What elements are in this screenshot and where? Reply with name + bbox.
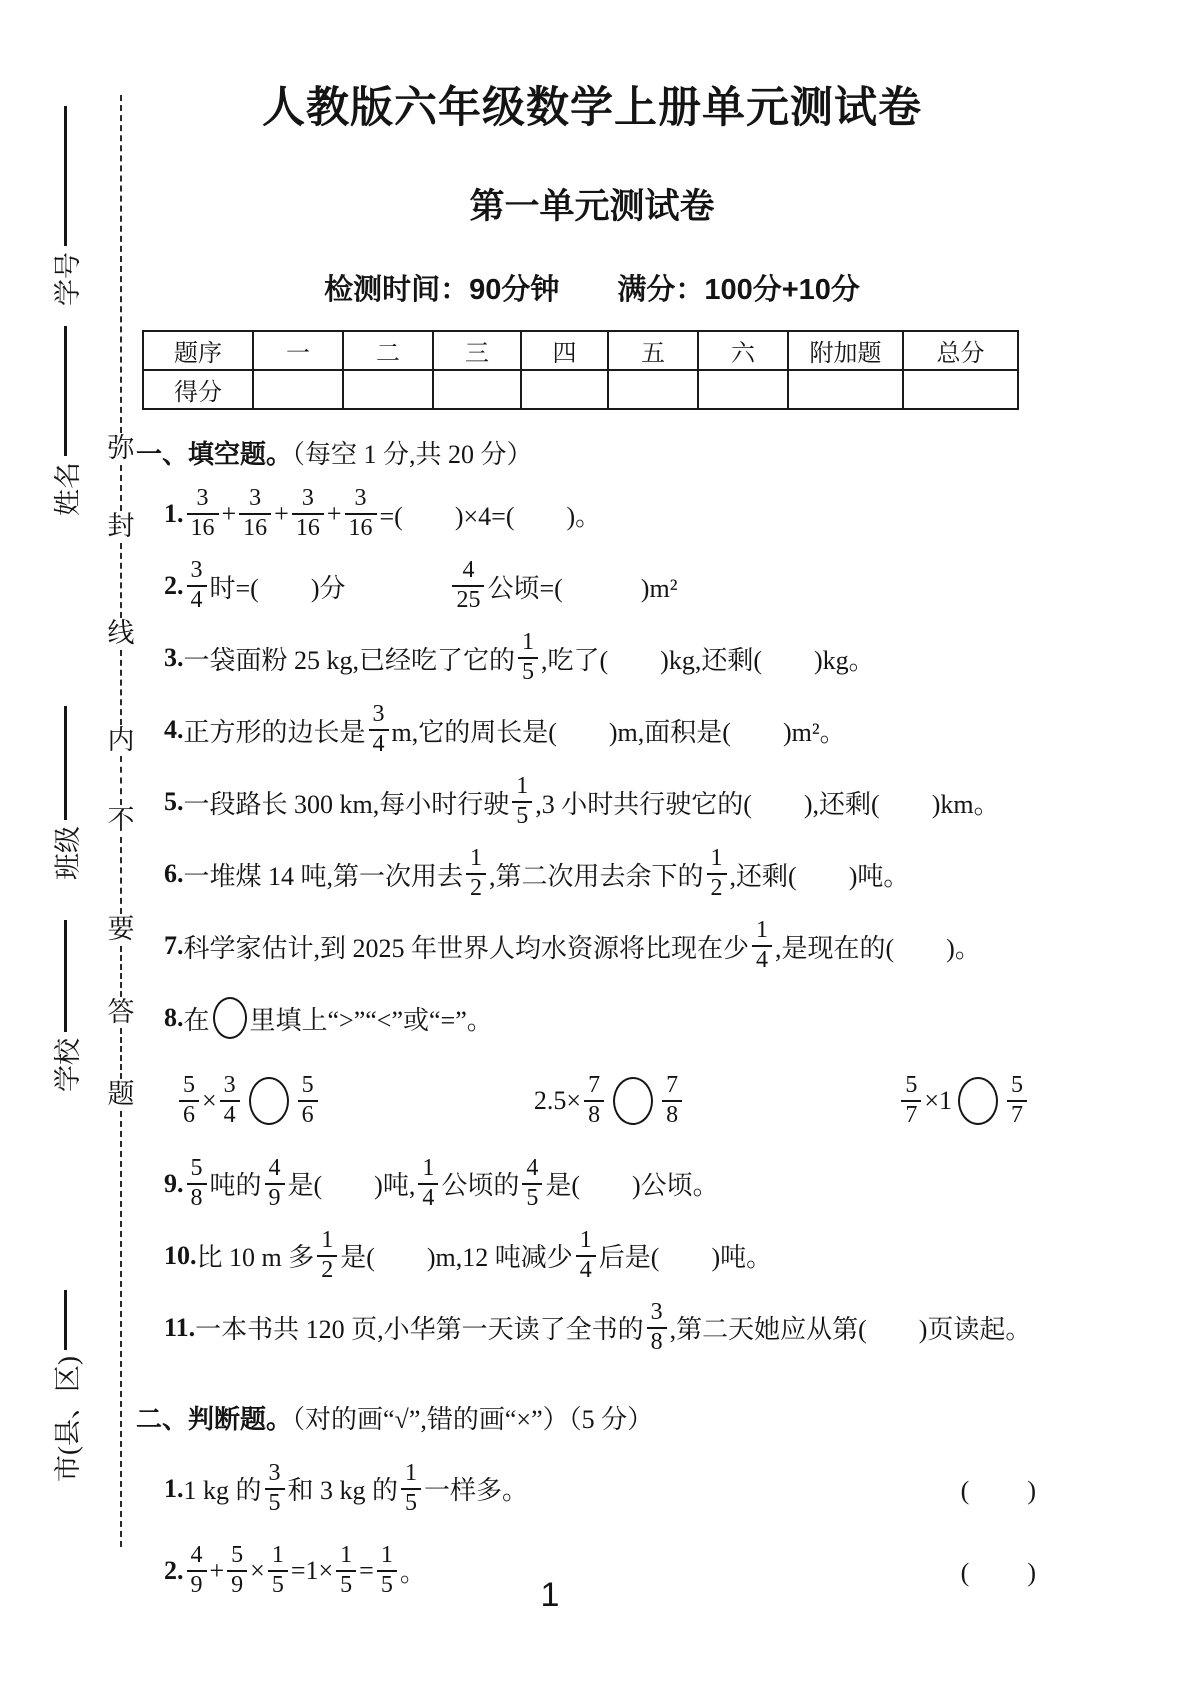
question-text: 公顷的 <box>441 1171 520 1201</box>
fraction-numerator: 3 <box>223 1072 236 1098</box>
question-text: × <box>202 1085 217 1115</box>
seal-char: 内 <box>107 724 135 755</box>
question-number: 1. <box>164 499 184 528</box>
score-cell-empty <box>698 370 788 409</box>
comparison-group <box>534 1073 685 1129</box>
question <box>142 773 1042 831</box>
question <box>142 629 1042 687</box>
seal-field <box>42 920 88 1092</box>
comparison-group <box>898 1073 1030 1129</box>
question-sections <box>136 434 1042 1600</box>
fraction-denominator: 4 <box>418 1183 438 1212</box>
score-table-score-row <box>143 370 1018 409</box>
question <box>142 1299 1042 1357</box>
question-text: + <box>221 499 237 528</box>
seal-char: 要 <box>107 914 135 945</box>
fraction-numerator: 5 <box>1010 1072 1023 1098</box>
question-text: ×1 <box>924 1085 952 1115</box>
section-header <box>136 434 1042 471</box>
fraction <box>220 1073 240 1129</box>
question-text: = <box>359 1555 374 1585</box>
question-number: 4. <box>164 715 184 744</box>
fraction <box>576 1228 596 1284</box>
section-header-note: （对的画“√”,错的画“×”）（5 分） <box>292 1404 654 1434</box>
fraction <box>265 1461 285 1517</box>
section-header <box>136 1399 1042 1436</box>
fraction-denominator: 4 <box>369 729 389 758</box>
question-number: 7. <box>164 931 184 960</box>
fraction-numerator: 3 <box>650 1298 663 1325</box>
fraction-numerator: 5 <box>190 1154 203 1181</box>
fraction-numerator: 3 <box>372 701 385 728</box>
question-text: ,第二天她应从第( )页读起。 <box>669 1315 1032 1345</box>
seal-field <box>42 706 88 880</box>
score-cell-empty <box>903 370 1018 409</box>
fraction-numerator: 1 <box>380 1541 393 1568</box>
question-text: 一段路长 300 km,每小时行驶 <box>183 789 510 819</box>
judge-answer-paren: ( ) <box>960 1558 1038 1588</box>
fraction-numerator: 4 <box>268 1154 281 1181</box>
fraction-numerator: 4 <box>462 557 475 584</box>
score-table-header-row <box>143 331 1018 370</box>
comparison-row <box>142 1073 1042 1129</box>
fraction-denominator: 5 <box>401 1488 421 1517</box>
fraction-numerator: 1 <box>470 845 483 872</box>
fraction-denominator: 25 <box>452 585 484 614</box>
seal-dash-segment <box>120 1111 122 1547</box>
field-label: 姓名 <box>52 462 83 516</box>
score-table-header-cell: 四 <box>521 331 608 370</box>
section <box>136 434 1042 1357</box>
fraction-numerator: 1 <box>340 1541 353 1568</box>
question-text: 一堆煤 14 吨,第一次用去 <box>183 861 464 891</box>
fraction-denominator: 7 <box>1007 1100 1027 1129</box>
question-text: ,第二次用去余下的 <box>489 861 704 891</box>
seal-dash-segment <box>120 95 122 433</box>
fraction <box>584 1073 604 1129</box>
question-number: 2. <box>164 1555 184 1585</box>
fraction-numerator: 3 <box>196 485 209 512</box>
fraction-denominator: 5 <box>336 1570 356 1599</box>
section-header-title: 二、判断题。 <box>136 1404 293 1434</box>
field-blank-line <box>64 706 67 820</box>
fraction-numerator: 4 <box>190 1541 203 1568</box>
fraction-numerator: 3 <box>268 1459 281 1486</box>
page-title: 人教版六年级数学上册单元测试卷 <box>262 84 922 132</box>
seal-dash-segment <box>120 650 122 725</box>
question <box>142 701 1042 759</box>
seal-char: 不 <box>107 805 135 836</box>
field-label: 市(县、区) <box>52 1356 83 1482</box>
field-blank-line <box>64 326 67 456</box>
fraction <box>752 918 772 974</box>
fraction <box>401 1461 421 1517</box>
question-text: 一本书共 120 页,小华第一天读了全书的 <box>195 1315 644 1345</box>
fraction-numerator: 1 <box>271 1541 284 1568</box>
question-text: + <box>209 1555 225 1585</box>
question-number: 11. <box>164 1312 196 1342</box>
fraction-denominator: 6 <box>179 1100 199 1129</box>
fraction <box>265 1156 285 1212</box>
fraction <box>1007 1073 1027 1129</box>
seal-char: 弥 <box>107 433 135 464</box>
question-number: 1. <box>164 1473 184 1503</box>
section <box>136 1399 1042 1600</box>
fraction-numerator: 4 <box>526 1154 539 1181</box>
fraction-numerator: 1 <box>405 1459 418 1486</box>
fraction-denominator: 5 <box>522 1183 542 1212</box>
question-text: 1 kg 的 <box>183 1476 262 1506</box>
question-number: 9. <box>164 1168 184 1198</box>
fraction-numerator: 1 <box>710 845 723 872</box>
fraction <box>317 1228 337 1284</box>
question <box>142 485 1042 543</box>
fraction-denominator: 6 <box>298 1100 318 1129</box>
fraction-denominator: 7 <box>901 1100 921 1129</box>
fraction <box>647 1300 667 1356</box>
fraction-numerator: 5 <box>301 1072 314 1098</box>
fraction <box>707 846 727 902</box>
question <box>142 989 1042 1047</box>
fraction-denominator: 9 <box>187 1570 207 1599</box>
fraction-denominator: 5 <box>265 1488 285 1517</box>
seal-char: 封 <box>107 510 135 541</box>
fraction <box>345 486 377 542</box>
main-content <box>136 74 1042 1624</box>
fraction <box>518 630 538 686</box>
seal-dash-segment <box>120 837 122 914</box>
exam-meta: 检测时间：90分钟 满分：100分+10分 <box>324 274 860 306</box>
question-text: =( )×4=( )。 <box>379 501 602 531</box>
question <box>142 1460 1042 1518</box>
score-cell-empty <box>521 370 608 409</box>
seal-field <box>42 1290 88 1482</box>
question-text: 公顷=( )m² <box>487 573 678 603</box>
seal-field <box>42 106 88 306</box>
compare-circle <box>249 1077 289 1125</box>
fraction-denominator: 16 <box>292 513 324 542</box>
question-text: 吨的 <box>209 1171 262 1201</box>
seal-char: 题 <box>107 1079 135 1110</box>
seal-field <box>42 326 88 516</box>
score-table-header-cell: 题序 <box>143 331 253 370</box>
question-text: m,它的周长是( )m,面积是( )m²。 <box>391 717 846 747</box>
score-cell-empty <box>608 370 698 409</box>
question-number: 6. <box>164 859 184 888</box>
question-text: 科学家估计,到 2025 年世界人均水资源将比现在少 <box>183 933 750 963</box>
question-text: 一样多。 <box>424 1476 529 1506</box>
fraction-denominator: 8 <box>647 1327 667 1356</box>
comparison-group <box>176 1073 321 1129</box>
fraction <box>298 1073 318 1129</box>
fraction <box>522 1156 542 1212</box>
fraction-denominator: 4 <box>752 945 772 974</box>
fraction <box>292 486 324 542</box>
seal-line <box>104 95 138 1547</box>
question-number: 10. <box>164 1240 197 1270</box>
fraction <box>369 702 389 758</box>
score-table-header-cell: 二 <box>343 331 433 370</box>
fraction-numerator: 7 <box>588 1072 601 1098</box>
question-text: 。 <box>399 1558 426 1588</box>
score-table-header-cell: 五 <box>608 331 698 370</box>
score-table-header-cell: 六 <box>698 331 788 370</box>
fraction-numerator: 1 <box>756 917 769 944</box>
fraction-denominator: 2 <box>317 1255 337 1284</box>
compare-circle <box>613 1077 653 1125</box>
score-cell-empty <box>788 370 903 409</box>
fraction-numerator: 5 <box>183 1072 195 1098</box>
question-text: 一袋面粉 25 kg,已经吃了它的 <box>183 645 516 675</box>
seal-dash-segment <box>120 756 122 805</box>
seal-dash-segment <box>120 465 122 511</box>
seal-char: 答 <box>107 996 135 1027</box>
question <box>142 1155 1042 1213</box>
fraction-numerator: 3 <box>301 485 314 512</box>
fraction-denominator: 5 <box>512 801 532 830</box>
score-table <box>142 330 1019 410</box>
fraction-numerator: 3 <box>354 485 367 512</box>
question-number: 2. <box>164 571 184 600</box>
fraction <box>452 558 484 614</box>
fraction-denominator: 2 <box>707 873 727 902</box>
compare-circle <box>213 997 247 1039</box>
fraction-denominator: 5 <box>518 657 538 686</box>
fraction <box>187 558 207 614</box>
question-text: + <box>274 499 289 528</box>
question <box>142 1227 1042 1285</box>
score-cell-empty <box>253 370 343 409</box>
question-text: 和 3 kg 的 <box>287 1476 399 1506</box>
fraction <box>901 1073 921 1129</box>
question-text: ,还剩( )吨。 <box>729 861 910 891</box>
score-table-header-cell: 附加题 <box>788 331 903 370</box>
fraction <box>466 846 486 902</box>
score-cell-empty <box>343 370 433 409</box>
fraction-denominator: 2 <box>466 873 486 902</box>
fraction-denominator: 8 <box>662 1100 682 1129</box>
question-text: 是( )公顷。 <box>545 1171 719 1201</box>
fraction-denominator: 4 <box>576 1255 596 1284</box>
fraction <box>512 774 532 830</box>
question-text: ,3 小时共行驶它的( ),还剩( )km。 <box>535 789 1000 819</box>
score-table-header-cell: 一 <box>253 331 343 370</box>
fraction-numerator: 1 <box>321 1226 334 1253</box>
question-text: 里填上“>”“<”或“=”。 <box>249 1005 493 1035</box>
seal-dash-segment <box>120 543 122 618</box>
score-table-header-cell: 三 <box>433 331 521 370</box>
fraction-numerator: 5 <box>231 1541 244 1568</box>
section-header-note: （每空 1 分,共 20 分） <box>292 440 533 469</box>
fraction-numerator: 1 <box>516 773 529 800</box>
question-text: 后是( )吨。 <box>598 1243 773 1273</box>
question <box>142 917 1042 975</box>
fraction-numerator: 3 <box>190 557 203 584</box>
score-cell-empty <box>433 370 521 409</box>
fraction-denominator: 8 <box>584 1100 604 1129</box>
question-number: 8. <box>164 1003 184 1032</box>
fraction-numerator: 7 <box>666 1072 679 1098</box>
fraction <box>662 1073 682 1129</box>
page-number: 1 <box>540 1576 560 1614</box>
fraction-denominator: 5 <box>268 1570 288 1599</box>
question-text: × <box>250 1555 265 1585</box>
question <box>142 845 1042 903</box>
fraction-denominator: 9 <box>227 1570 247 1599</box>
fraction-numerator: 5 <box>905 1072 918 1098</box>
score-table-header-cell: 总分 <box>903 331 1018 370</box>
fraction <box>418 1156 438 1212</box>
fraction-denominator: 4 <box>220 1100 240 1129</box>
fraction-denominator: 8 <box>187 1183 207 1212</box>
field-label: 学校 <box>52 1038 83 1092</box>
fraction-denominator: 4 <box>187 585 207 614</box>
fraction-denominator: 9 <box>265 1183 285 1212</box>
question <box>142 557 1042 615</box>
page-subtitle: 第一单元测试卷 <box>469 187 715 226</box>
question-text: 2.5× <box>533 1085 582 1115</box>
question-text: 比 10 m 多 <box>196 1243 315 1273</box>
fraction-denominator: 5 <box>377 1570 397 1599</box>
fraction-numerator: 3 <box>249 485 262 512</box>
fraction <box>187 1156 207 1212</box>
field-label: 班级 <box>52 826 83 880</box>
question-text: ,吃了( )kg,还剩( )kg。 <box>541 645 875 675</box>
field-blank-line <box>64 106 67 246</box>
fraction <box>187 486 219 542</box>
judge-answer-paren: ( ) <box>960 1476 1038 1506</box>
score-row-label: 得分 <box>143 370 253 409</box>
fraction-denominator: 16 <box>345 513 377 542</box>
question-number: 3. <box>164 643 184 672</box>
compare-circle <box>958 1077 998 1125</box>
fraction-numerator: 1 <box>422 1154 435 1181</box>
seal-dash-segment <box>120 946 122 997</box>
question-text: 是( )m,12 吨减少 <box>340 1243 573 1273</box>
fraction-denominator: 16 <box>187 513 219 542</box>
field-blank-line <box>64 920 67 1032</box>
fraction <box>239 486 271 542</box>
fraction-numerator: 1 <box>522 629 535 656</box>
fraction-numerator: 1 <box>579 1226 592 1253</box>
section-header-title: 一、填空题。 <box>136 440 293 469</box>
seal-dash-segment <box>120 1028 122 1079</box>
question-text: 时=( )分 <box>209 573 346 603</box>
question-text: 是( )吨, <box>287 1171 416 1201</box>
seal-char: 线 <box>107 617 135 648</box>
question-number: 5. <box>164 787 184 816</box>
question-text: 在 <box>183 1005 210 1035</box>
question-text: ,是现在的( )。 <box>775 933 981 963</box>
question-text: =1× <box>290 1555 334 1585</box>
fraction-denominator: 16 <box>239 513 271 542</box>
question-text: + <box>326 499 342 528</box>
field-blank-line <box>64 1290 67 1350</box>
fraction <box>179 1073 199 1129</box>
question-text: 正方形的边长是 <box>183 717 366 747</box>
field-label: 学号 <box>52 252 83 306</box>
